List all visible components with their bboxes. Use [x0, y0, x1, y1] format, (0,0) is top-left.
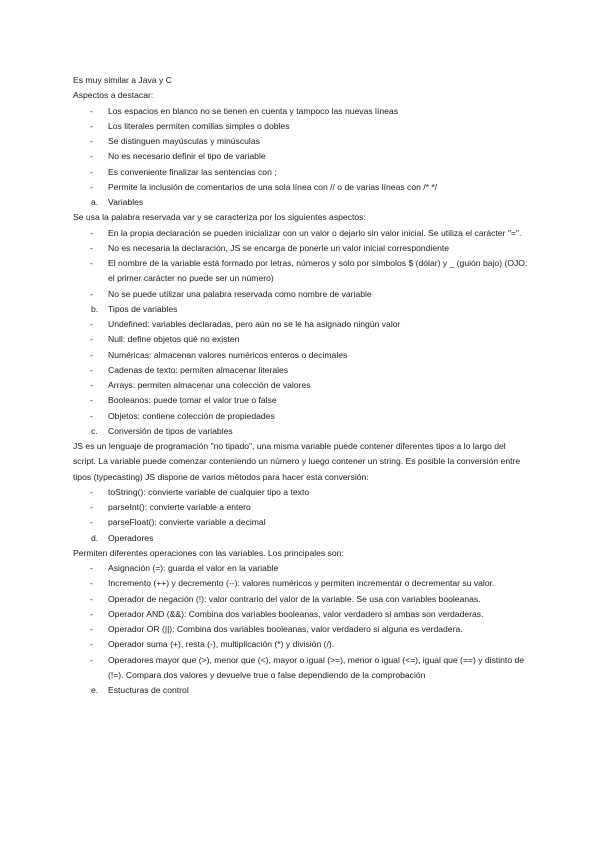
dash-bullet-icon: - — [90, 319, 93, 329]
item-text: En la propia declaración se pueden inicializar con un valor o dejarlo sin valor inicial. Se utiliza el carácter "=". — [108, 227, 522, 238]
list-letter-marker: a. — [91, 197, 99, 207]
bullet-item — [73, 607, 529, 622]
paragraph: Aspectos a destacar: — [73, 90, 154, 101]
list-letter-marker: c. — [91, 425, 98, 436]
bullet-item — [73, 515, 529, 530]
item-text: Operador OR (||): Combina dos variables booleanas, valor verdadero si alguna es verdadera. — [108, 624, 463, 634]
item-text: Undefined: variables declaradas, pero aún no se le ha asignado ningún valor — [108, 319, 401, 329]
bullet-item — [73, 363, 529, 378]
item-text: Operador suma (+), resta (-), multiplicación (*) y división (/). — [108, 639, 335, 650]
bullet-item — [73, 317, 529, 332]
paragraph: Es muy similar a Java y C — [73, 75, 172, 85]
item-text: Estucturas de control — [108, 685, 189, 695]
bullet-item — [73, 165, 529, 180]
bullet-item — [73, 393, 529, 408]
paragraph: Permiten diferentes operaciones con las variables. Los principales son: — [73, 547, 344, 558]
item-text: Asignación (=): guarda el valor en la variable — [108, 563, 279, 573]
bullet-item — [73, 653, 529, 684]
item-text: Operadores — [108, 532, 154, 543]
item-text: Se distinguen mayúsculas y minúsculas — [108, 136, 260, 146]
section-heading — [73, 531, 529, 546]
dash-bullet-icon: - — [90, 288, 93, 299]
section-heading — [73, 195, 529, 210]
bullet-item — [73, 622, 529, 637]
item-text: Conversión de tipos de variables — [108, 425, 233, 436]
dash-bullet-icon: - — [90, 608, 93, 619]
item-text: parseInt(): convierte variable a entero — [108, 502, 251, 512]
item-text: No se puede utilizar una palabra reservada como nombre de variable — [108, 288, 372, 299]
bullet-item — [73, 241, 529, 256]
dash-bullet-icon: - — [90, 120, 93, 131]
item-text: Numéricas: almacenan valores numéricos enteros o decimales — [108, 349, 348, 360]
bullet-item — [73, 332, 529, 347]
bullet-item — [73, 409, 529, 424]
dash-bullet-icon: - — [90, 517, 93, 528]
dash-bullet-icon: - — [90, 624, 93, 634]
item-text: Objetos: contiene colección de propiedades — [108, 410, 275, 421]
bullet-item — [73, 592, 529, 607]
item-text: Null: define objetos qué no existen — [108, 334, 240, 345]
list-letter-marker: b. — [91, 303, 99, 314]
bullet-item — [73, 576, 529, 591]
dash-bullet-icon: - — [90, 593, 93, 604]
item-text: Cadenas de texto: permiten almacenar literales — [108, 364, 289, 375]
item-text: Los literales permiten comillas simples o dobles — [108, 120, 290, 131]
item-text: parseFloat(): convierte variable a decimal — [108, 517, 266, 528]
bullet-item — [73, 134, 529, 149]
dash-bullet-icon: - — [90, 181, 93, 192]
bullet-item — [73, 287, 529, 302]
dash-bullet-icon: - — [90, 242, 93, 253]
item-text: Es conveniente finalizar las sentencias con ; — [108, 166, 277, 177]
dash-bullet-icon: - — [90, 502, 93, 512]
dash-bullet-icon: - — [90, 395, 93, 406]
bullet-item — [73, 226, 529, 241]
item-text: Booleanos: puede tomar el valor true o false — [108, 395, 277, 406]
list-letter-marker: d. — [91, 532, 99, 543]
dash-bullet-icon: - — [90, 151, 93, 162]
dash-bullet-icon: - — [90, 364, 93, 375]
paragraph: JS es un lenguaje de programación "no tipado", una misma variable puede contener diferentes tipos a lo largo del script. La variable puede comenzar conteniendo un número y luego contener un string. Es posible la conversión entre tipos (typecasting) JS dispone de varios métodos para hacer esta conversión: — [73, 441, 521, 482]
bullet-item — [73, 561, 529, 576]
item-text: Operadores mayor que (>), menor que (<), mayor o igual (>=), menor o igual (<=), igual que (==) y distinto de (!=). Compara dos valores y devuelve true o false dependiendo de la comprobación — [108, 654, 525, 680]
item-text: Arrays: permiten almacenar una colección de valores — [108, 380, 311, 390]
item-text: Permite la inclusión de comentarios de una sola línea con // o de varias líneas con /* */ — [108, 181, 438, 192]
item-text: Incremento (++) y decremento (--): valores numéricos y permiten incrementar o decrementar su valor. — [108, 578, 495, 589]
bullet-item — [73, 149, 529, 164]
dash-bullet-icon: - — [90, 639, 93, 650]
document-body — [73, 73, 529, 698]
section-heading — [73, 424, 529, 439]
dash-bullet-icon: - — [90, 334, 93, 345]
dash-bullet-icon: - — [90, 227, 93, 238]
dash-bullet-icon: - — [90, 563, 93, 573]
bullet-item — [73, 256, 529, 287]
dash-bullet-icon: - — [90, 410, 93, 421]
bullet-item — [73, 104, 529, 119]
item-text: Operador de negación (!): valor contrario del valor de la variable. Se usa con variables booleanas. — [108, 593, 481, 604]
item-text: Los espacios en blanco no se tienen en cuenta y tampoco las nuevas líneas — [108, 105, 398, 116]
dash-bullet-icon: - — [90, 380, 93, 390]
list-letter-marker: e. — [91, 685, 99, 695]
bullet-item — [73, 119, 529, 134]
section-heading — [73, 683, 529, 698]
item-text: El nombre de la variable está formado por letras, números y solo por símbolos $ (dólar) y _ (guión bajo) (OJO: el primer carácter no puede ser un número) — [108, 258, 528, 284]
dash-bullet-icon: - — [90, 349, 93, 360]
dash-bullet-icon: - — [90, 166, 93, 177]
item-text: No es necesario definir el tipo de variable — [108, 151, 266, 162]
item-text: toString(): convierte variable de cualquier tipo a texto — [108, 486, 310, 497]
bullet-item — [73, 180, 529, 195]
bullet-item — [73, 500, 529, 515]
dash-bullet-icon: - — [90, 136, 93, 146]
paragraph: Se usa la palabra reservada var y se caracteriza por los siguientes aspectos: — [73, 212, 366, 223]
section-heading — [73, 302, 529, 317]
dash-bullet-icon: - — [90, 258, 93, 268]
item-text: Tipos de variables — [108, 303, 178, 314]
item-text: Operador AND (&&): Combina dos variables booleanas, valor verdadero si ambas son verdaderas. — [108, 608, 484, 619]
bullet-item — [73, 378, 529, 393]
dash-bullet-icon: - — [90, 578, 93, 589]
bullet-item — [73, 485, 529, 500]
bullet-item — [73, 637, 529, 652]
item-text: Variables — [108, 197, 144, 207]
dash-bullet-icon: - — [90, 105, 93, 116]
item-text: No es necesaria la declaración, JS se encarga de ponerle un valor inicial correspondiente — [108, 242, 450, 253]
dash-bullet-icon: - — [90, 654, 93, 665]
bullet-item — [73, 348, 529, 363]
dash-bullet-icon: - — [90, 486, 93, 497]
